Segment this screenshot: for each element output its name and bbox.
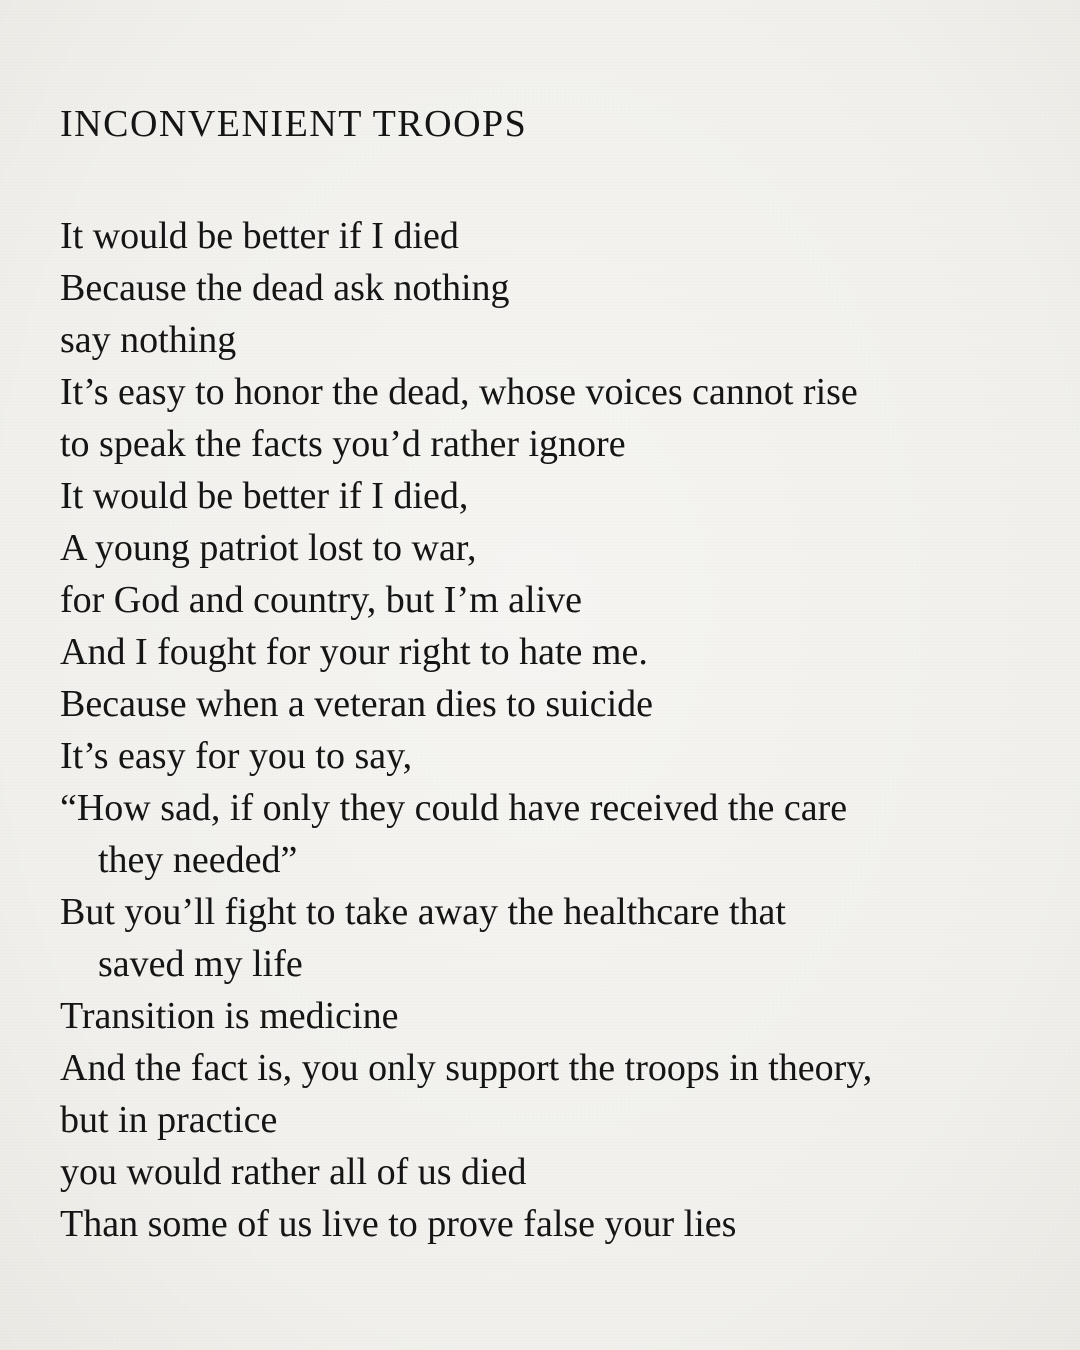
poem-line: to speak the facts you’d rather ignore [60,423,626,465]
poem-line-continuation: they needed” [98,839,298,881]
poem-line: but in practice [60,1099,278,1141]
poem-line: It’s easy for you to say, [60,735,413,777]
poem-line: But you’ll fight to take away the healthcare that [60,891,786,933]
poem-line: Because when a veteran dies to suicide [60,683,653,725]
poem-line: Than some of us live to prove false your lies [60,1203,737,1245]
poem-line: A young patriot lost to war, [60,527,477,569]
poem-line: And I fought for your right to hate me. [60,631,648,673]
poem-line: for God and country, but I’m alive [60,579,582,621]
poem-line-continuation: saved my life [98,943,303,985]
poem-line: Transition is medicine [60,995,399,1037]
poem-title: INCONVENIENT TROOPS [60,103,528,145]
poem-line: “How sad, if only they could have received the care [60,787,848,829]
poem [60,96,1040,1250]
poem-line: It would be better if I died, [60,475,469,517]
poem-line: Because the dead ask nothing [60,267,510,309]
poem-lines [60,210,1040,1250]
poem-line: say nothing [60,319,237,361]
poem-line: It would be better if I died [60,215,459,257]
poem-line: It’s easy to honor the dead, whose voices cannot rise [60,371,858,413]
poem-line: And the fact is, you only support the troops in theory, [60,1047,873,1089]
poem-line: you would rather all of us died [60,1151,527,1193]
